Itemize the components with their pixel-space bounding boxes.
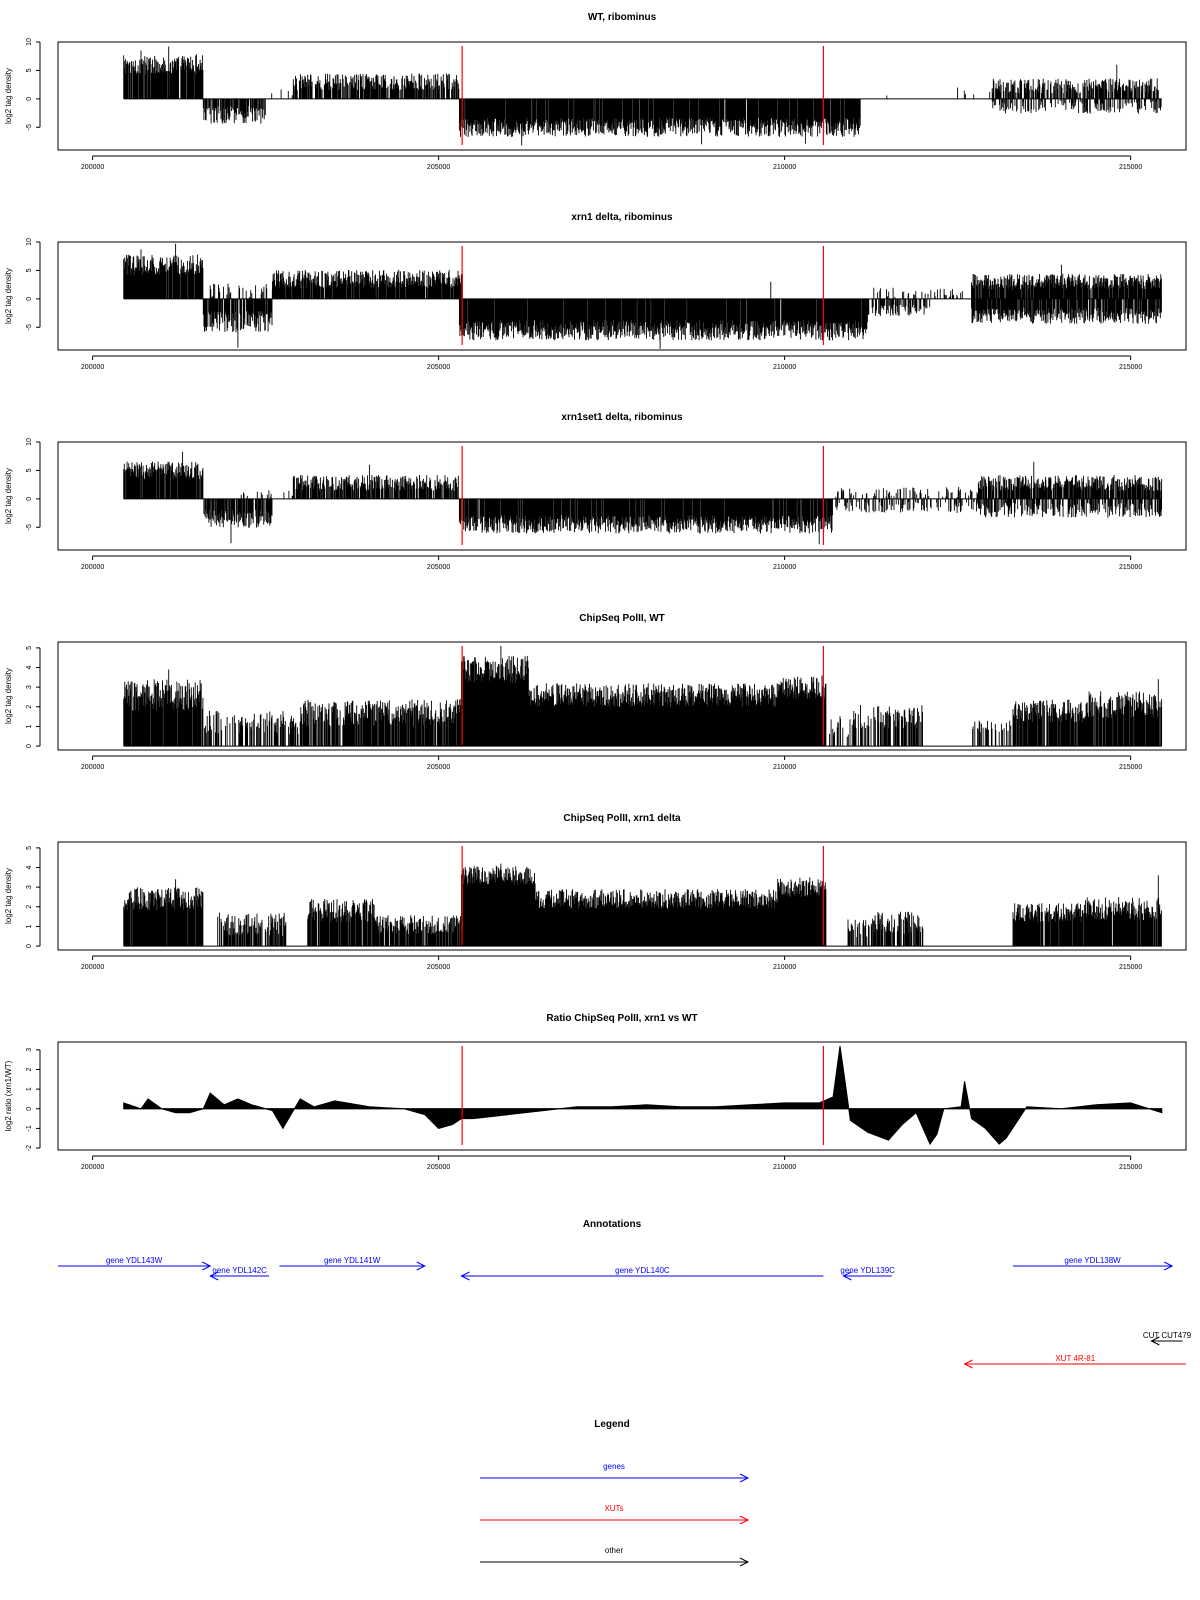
legend-label: XUTs: [604, 1504, 624, 1513]
data-marks: [124, 1046, 1162, 1144]
y-tick-label: 5: [26, 468, 33, 473]
y-tick-label: 10: [26, 38, 33, 46]
y-tick-label: -5: [26, 524, 33, 531]
y-tick-label: 0: [26, 296, 33, 301]
x-tick-label: 210000: [772, 364, 797, 371]
x-tick-label: 205000: [426, 1164, 451, 1171]
data-marks: [124, 244, 1162, 349]
feature-label: CUT CUT479: [1142, 1331, 1192, 1340]
panel-title: ChipSeq PolII, WT: [579, 613, 665, 624]
x-tick-label: 215000: [1118, 964, 1143, 971]
y-axis: [26, 38, 40, 130]
plot-frame: [58, 42, 1186, 150]
panel-title: xrn1set1 delta, ribominus: [561, 412, 683, 423]
x-tick-label: 205000: [426, 364, 451, 371]
x-tick-label: 200000: [80, 164, 105, 171]
x-axis: [81, 156, 1143, 171]
track-panel: [4, 212, 1186, 371]
annotation-feature: [1143, 1331, 1192, 1345]
annotation-feature: [965, 1354, 1186, 1368]
y-tick-label: 3: [26, 1047, 33, 1052]
density-bars: [124, 646, 1162, 746]
annotations-title: Annotations: [582, 1219, 642, 1230]
x-tick-label: 215000: [1118, 364, 1143, 371]
y-axis-label: log2 tag density: [4, 667, 13, 725]
y-tick-label: 4: [26, 865, 33, 870]
y-tick-label: 10: [26, 238, 33, 246]
density-bars: [124, 244, 1162, 349]
feature-label: gene YDL142C: [212, 1266, 267, 1275]
annotation-features: [58, 1256, 1192, 1368]
track-panel: [4, 12, 1186, 171]
track-panel: [4, 613, 1186, 771]
legend-item: [480, 1546, 748, 1566]
feature-label: gene YDL140C: [615, 1266, 670, 1275]
panel-title: Ratio ChipSeq PolII, xrn1 vs WT: [546, 1013, 698, 1024]
y-axis: [26, 238, 40, 330]
y-tick-label: 5: [26, 645, 33, 650]
y-tick-label: 2: [26, 704, 33, 709]
legend-label: other: [604, 1546, 624, 1555]
annotation-feature: [210, 1266, 269, 1280]
legend-title: Legend: [594, 1419, 630, 1430]
feature-label: XUT 4R-81: [1055, 1354, 1096, 1363]
y-tick-label: 3: [26, 885, 33, 890]
x-tick-label: 215000: [1118, 564, 1143, 571]
y-tick-label: 5: [26, 845, 33, 850]
legend-item: [480, 1504, 748, 1524]
y-tick-label: -5: [26, 324, 33, 331]
y-tick-label: 10: [26, 438, 33, 446]
y-tick-label: -5: [26, 124, 33, 131]
legend-section: [480, 1419, 748, 1566]
y-tick-label: 1: [26, 1087, 33, 1092]
annotation-feature: [840, 1266, 895, 1280]
annotation-feature: [1013, 1256, 1172, 1270]
density-bars: [124, 864, 1162, 947]
y-tick-label: 0: [26, 1106, 33, 1111]
x-tick-label: 205000: [426, 764, 451, 771]
x-tick-label: 210000: [772, 164, 797, 171]
y-tick-label: 1: [26, 724, 33, 729]
data-marks: [124, 864, 1162, 947]
density-bars: [124, 452, 1162, 545]
density-bars: [124, 47, 1161, 146]
y-tick-label: -2: [26, 1144, 33, 1152]
y-tick-label: 2: [26, 904, 33, 909]
x-tick-label: 210000: [772, 764, 797, 771]
x-tick-label: 205000: [426, 964, 451, 971]
x-axis: [81, 1156, 1143, 1171]
annotation-feature: [461, 1266, 823, 1280]
y-tick-label: 0: [26, 96, 33, 101]
x-tick-label: 215000: [1118, 764, 1143, 771]
ratio-area: [124, 1046, 1162, 1144]
y-tick-label: 0: [26, 496, 33, 501]
y-tick-label: 0: [26, 944, 33, 949]
x-tick-label: 205000: [426, 164, 451, 171]
y-axis-label: log2 ratio (xrn1/WT): [4, 1060, 13, 1132]
y-axis-label: log2 tag density: [4, 267, 13, 325]
x-axis: [81, 356, 1143, 371]
feature-label: gene YDL139C: [840, 1266, 895, 1275]
x-tick-label: 200000: [80, 764, 105, 771]
x-tick-label: 210000: [772, 1164, 797, 1171]
track-panels: [4, 12, 1186, 1171]
y-axis: [26, 438, 40, 530]
y-tick-label: 3: [26, 685, 33, 690]
x-axis: [81, 756, 1143, 771]
y-axis-label: log2 tag density: [4, 67, 13, 125]
feature-label: gene YDL141W: [323, 1256, 381, 1265]
x-tick-label: 205000: [426, 564, 451, 571]
y-tick-label: 0: [26, 744, 33, 749]
x-tick-label: 210000: [772, 964, 797, 971]
x-tick-label: 200000: [80, 364, 105, 371]
y-tick-label: 5: [26, 68, 33, 73]
track-panel: [4, 1013, 1186, 1171]
y-tick-label: 2: [26, 1067, 33, 1072]
y-tick-label: -1: [26, 1125, 33, 1132]
x-tick-label: 210000: [772, 564, 797, 571]
data-marks: [124, 452, 1162, 545]
track-panel: [4, 412, 1186, 571]
feature-label: gene YDL138W: [1064, 1256, 1121, 1265]
data-marks: [124, 646, 1162, 746]
y-tick-label: 1: [26, 924, 33, 929]
annotation-feature: [58, 1256, 210, 1270]
legend-items: [480, 1462, 748, 1566]
y-axis: [26, 646, 40, 748]
data-marks: [124, 47, 1162, 146]
y-tick-label: 5: [26, 268, 33, 273]
x-axis: [81, 556, 1143, 571]
legend-item: [480, 1462, 748, 1482]
legend-label: genes: [603, 1462, 625, 1471]
annotations-section: [58, 1219, 1192, 1368]
x-axis: [81, 956, 1143, 971]
x-tick-label: 215000: [1118, 164, 1143, 171]
y-axis-label: log2 tag density: [4, 867, 13, 925]
y-axis-label: log2 tag density: [4, 467, 13, 525]
panel-title: xrn1 delta, ribominus: [571, 212, 673, 223]
x-tick-label: 200000: [80, 1164, 105, 1171]
feature-label: gene YDL143W: [105, 1256, 163, 1265]
y-tick-label: 4: [26, 665, 33, 670]
x-tick-label: 215000: [1118, 1164, 1143, 1171]
panel-title: ChipSeq PolII, xrn1 delta: [563, 813, 681, 824]
y-axis: [26, 1048, 40, 1151]
x-tick-label: 200000: [80, 964, 105, 971]
annotation-feature: [279, 1256, 424, 1270]
panel-title: WT, ribominus: [587, 12, 657, 23]
y-axis: [26, 846, 40, 948]
x-tick-label: 200000: [80, 564, 105, 571]
track-panel: [4, 813, 1186, 971]
plot-frame: [58, 1042, 1186, 1150]
